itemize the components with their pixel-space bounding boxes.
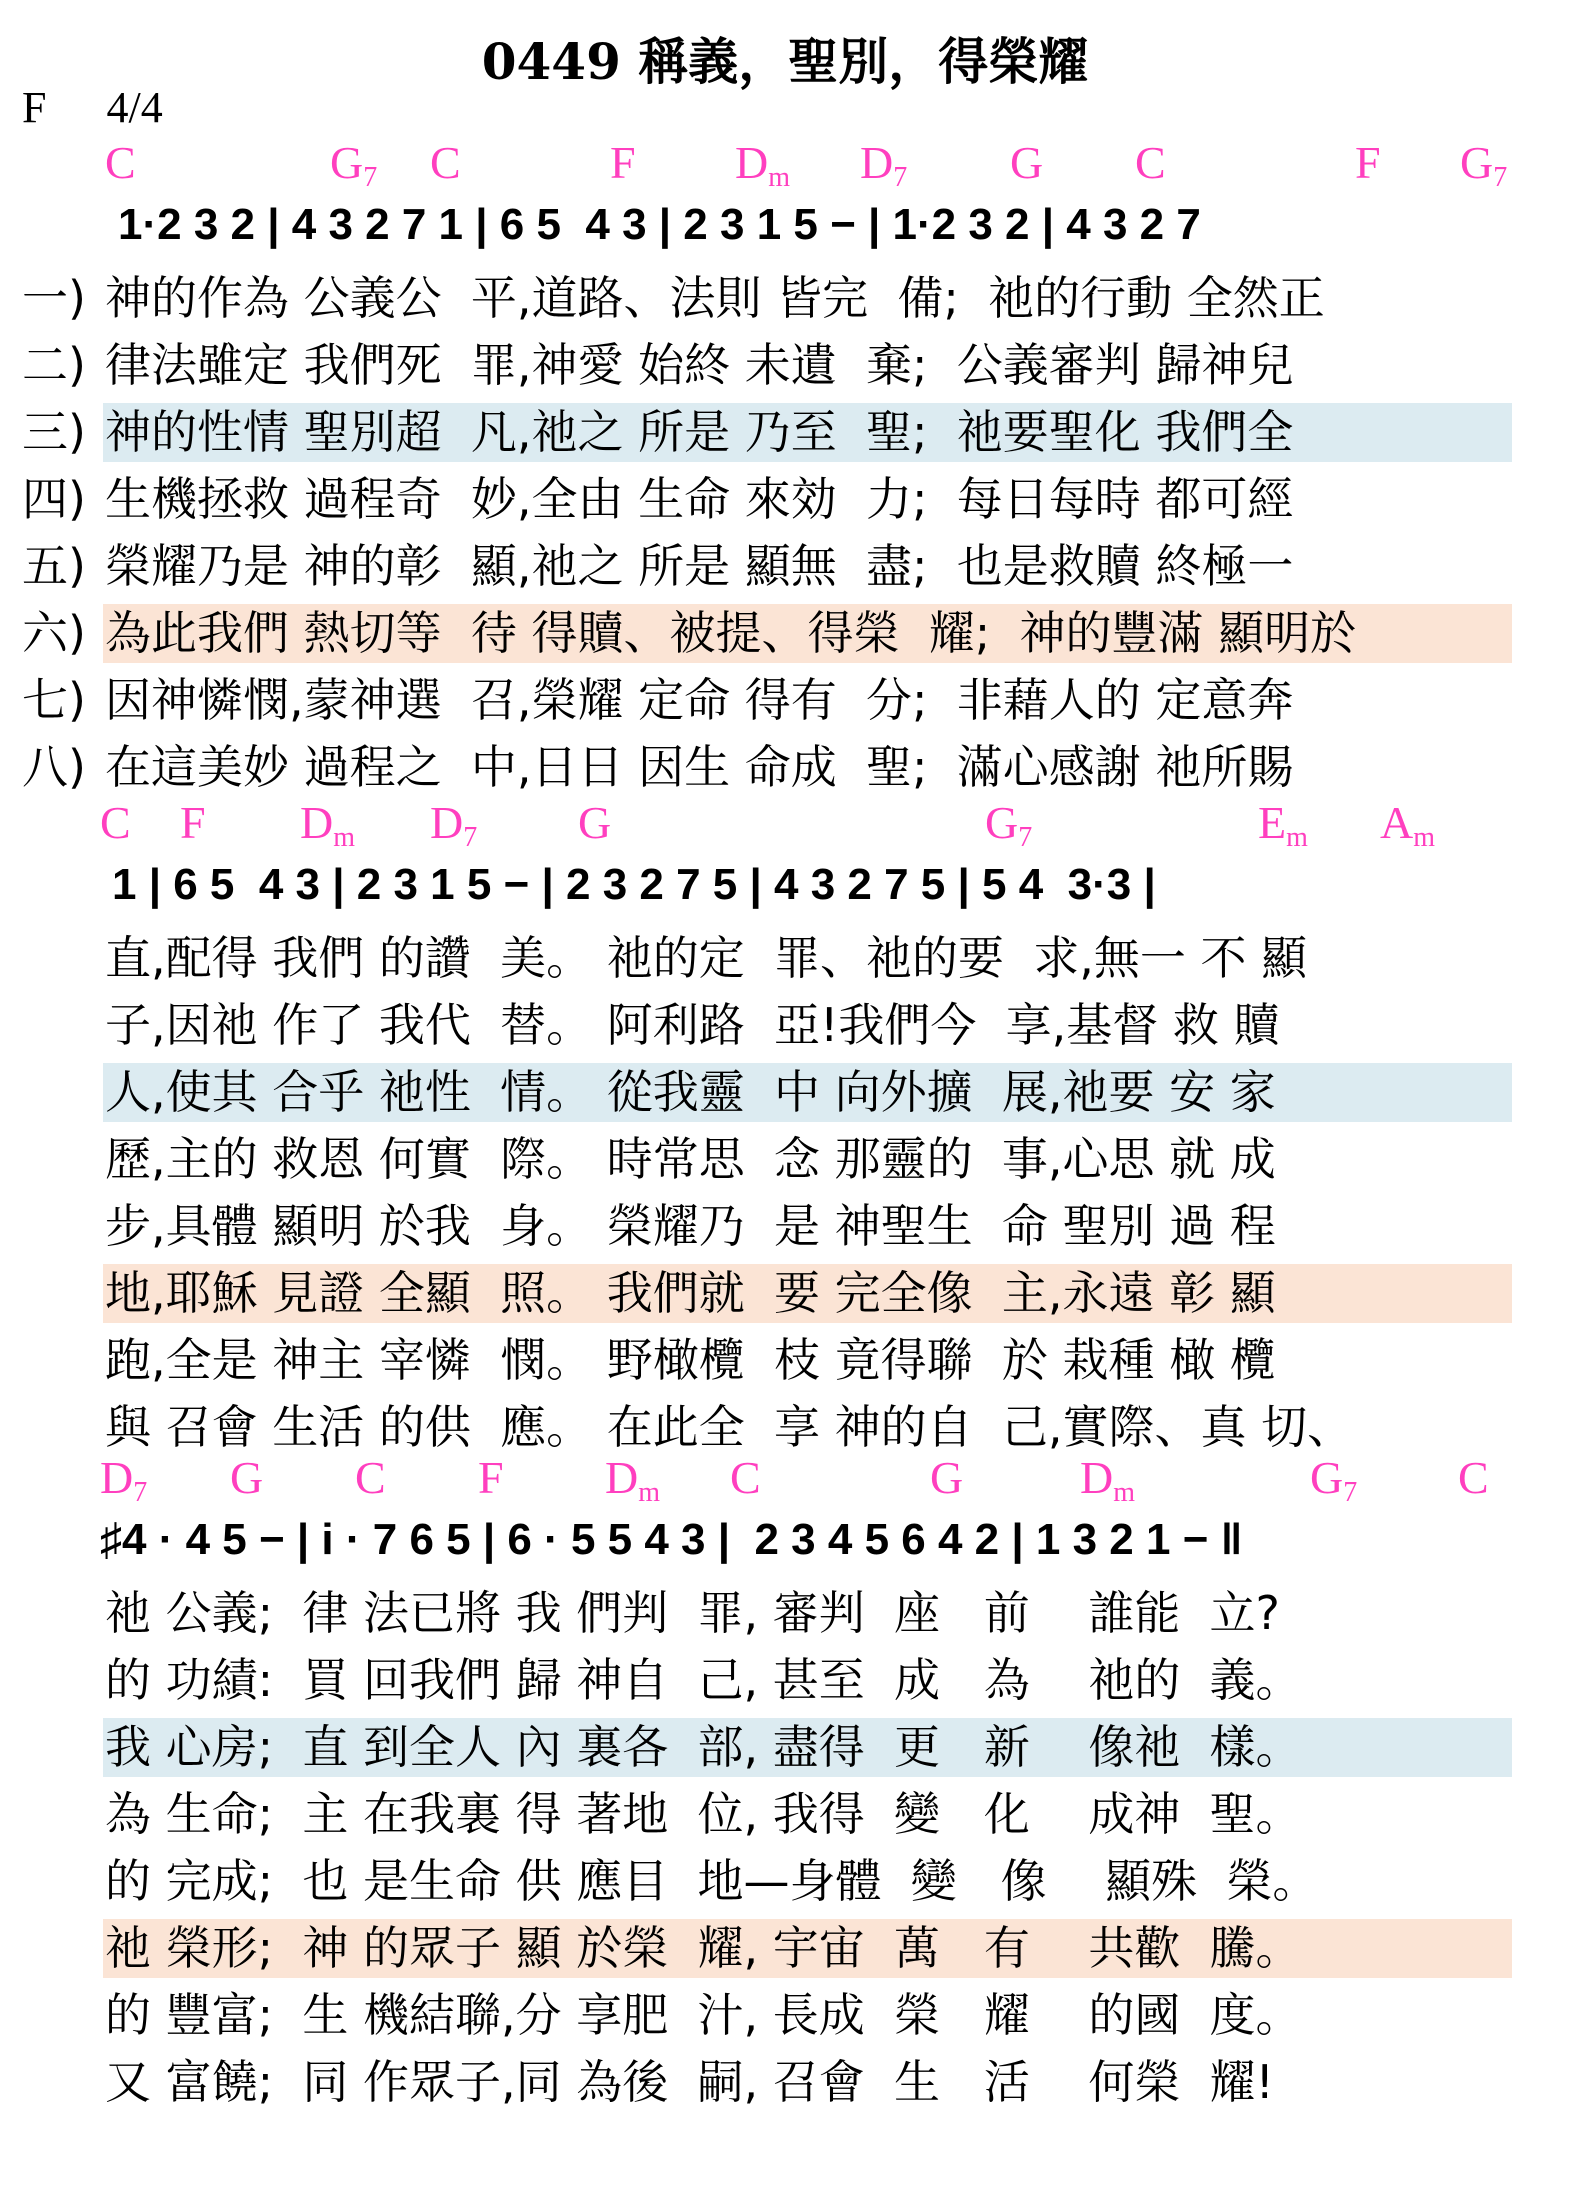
notes-row-2 xyxy=(0,850,1570,920)
verse-lyric: 跑,全是 神主 宰憐 憫。 野橄欖 枝 竟得聯 於 栽種 橄 欖 xyxy=(105,1333,1276,1387)
verse-line xyxy=(0,1327,1570,1394)
chord-symbol: F xyxy=(610,137,636,188)
verse-line xyxy=(0,332,1570,399)
verse-line xyxy=(0,265,1570,332)
verse-number: 二) xyxy=(22,338,86,392)
verse-number: 六) xyxy=(22,606,86,660)
verse-lyric: 又 富饒; 同 作眾子,同 為後 嗣, 召會 生 活 何榮 耀! xyxy=(105,2055,1275,2109)
chord-symbol: $D_7$ xyxy=(100,1452,148,1508)
chord-symbol: $G_7$ xyxy=(985,797,1033,853)
verse-line xyxy=(0,600,1570,667)
chord-quality: 7 xyxy=(893,162,908,193)
key-signature xyxy=(22,82,163,133)
chord-quality: m xyxy=(768,162,791,193)
verse-lyric: 的 豐富; 生 機結聯,分 享肥 汁, 長成 榮 耀 的國 度。 xyxy=(105,1988,1302,2042)
verse-lyric: 子,因祂 作了 我代 替。 阿利路 亞!我們今 享,基督 救 贖 xyxy=(105,998,1280,1052)
verse-lyric: 神的性情 聖別超 凡,祂之 所是 乃至 聖; 祂要聖化 我們全 xyxy=(105,405,1294,459)
verse-lyric: 祂 榮形; 神 的眾子 顯 於榮 耀, 宇宙 萬 有 共歡 騰。 xyxy=(105,1921,1302,1975)
verse-lyric: 步,具體 顯明 於我 身。 榮耀乃 是 神聖生 命 聖別 過 程 xyxy=(105,1199,1276,1253)
chord-symbol: $D_m$ xyxy=(300,797,356,853)
verse-line xyxy=(0,2049,1570,2116)
chord-quality: 7 xyxy=(1493,162,1508,193)
verse-line xyxy=(0,1580,1570,1647)
verse-lyric: 地,耶穌 見證 全顯 照。 我們就 要 完全像 主,永遠 彰 顯 xyxy=(105,1266,1276,1320)
verse-number: 四) xyxy=(22,472,86,526)
chord-symbol: C xyxy=(430,137,461,188)
chord-symbol: C xyxy=(730,1452,761,1503)
numbered-notes-2: 1 | 6 5 4 3 | 2 3 1 5 − | 2 3 2 7 5 | 4 3 2 7 5 | 5 4 3·3 | xyxy=(112,860,1156,909)
numbered-notes-3: ♯4 · 4 5 − | i · 7 6 5 | 6 · 5 5 4 3 | 2 3 4 5 6 4 2 | 1 3 2 1 − ‖ xyxy=(100,1515,1243,1564)
verse-number: 一) xyxy=(22,271,86,325)
chord-symbol: F xyxy=(1355,137,1381,188)
chord-symbol: $D_7$ xyxy=(430,797,478,853)
verse-line xyxy=(0,1982,1570,2049)
verse-lyric: 直,配得 我們 的讚 美。 祂的定 罪、祂的要 求,無一 不 顯 xyxy=(105,931,1308,985)
chord-symbol: $D_m$ xyxy=(605,1452,661,1508)
key: F xyxy=(22,83,47,132)
chord-symbol: $G_7$ xyxy=(1310,1452,1358,1508)
chord-symbol: C xyxy=(100,797,131,848)
verse-number: 八) xyxy=(22,740,86,794)
verse-line xyxy=(0,1126,1570,1193)
verse-line xyxy=(0,466,1570,533)
chord-quality: m xyxy=(638,1477,661,1508)
verse-rows-1 xyxy=(0,265,1570,801)
notes-row-1 xyxy=(0,190,1570,260)
verse-lyric: 律法雖定 我們死 罪,神愛 始終 未遺 棄; 公義審判 歸神兒 xyxy=(105,338,1294,392)
chord-symbol: G xyxy=(1010,137,1044,188)
verse-lyric: 的 完成; 也 是生命 供 應目 地—身體 變 像 顯殊 榮。 xyxy=(105,1854,1319,1908)
chord-quality: m xyxy=(1286,822,1308,853)
score-system-1 xyxy=(0,137,1570,794)
verse-lyric: 歷,主的 救恩 何實 際。 時常思 念 那靈的 事,心思 就 成 xyxy=(105,1132,1276,1186)
verse-lyric: 祂 公義; 律 法已將 我 們判 罪, 審判 座 前 誰能 立? xyxy=(105,1586,1280,1640)
chord-symbol: G xyxy=(930,1452,964,1503)
chord-symbol: C xyxy=(1458,1452,1489,1503)
chord-symbol: $G_7$ xyxy=(330,137,378,193)
verse-line xyxy=(0,1193,1570,1260)
verse-line xyxy=(0,1915,1570,1982)
verse-rows-3 xyxy=(0,1580,1570,2116)
verse-line xyxy=(0,1781,1570,1848)
verse-line xyxy=(0,1647,1570,1714)
verse-lyric: 的 功績: 買 回我們 歸 神自 己, 甚至 成 為 祂的 義。 xyxy=(105,1653,1302,1707)
verse-line xyxy=(0,533,1570,600)
verse-lyric: 榮耀乃是 神的彰 顯,祂之 所是 顯無 盡; 也是救贖 終極一 xyxy=(105,539,1294,593)
chord-symbol: G xyxy=(578,797,612,848)
score-system-3 xyxy=(0,1452,1570,2155)
verse-number: 七) xyxy=(22,673,86,727)
verse-line xyxy=(0,925,1570,992)
notes-row-3 xyxy=(0,1505,1570,1575)
chord-symbol: $E_m$ xyxy=(1258,797,1308,853)
chord-quality: m xyxy=(333,822,356,853)
chord-symbol: G xyxy=(230,1452,264,1503)
verse-line xyxy=(0,1848,1570,1915)
chord-quality: 7 xyxy=(363,162,378,193)
time-signature: 4/4 xyxy=(106,83,163,132)
chord-quality: m xyxy=(1413,822,1436,853)
chord-quality: 7 xyxy=(463,822,478,853)
chord-quality: 7 xyxy=(1343,1477,1358,1508)
verse-lyric: 因神憐憫,蒙神選 召,榮耀 定命 得有 分; 非藉人的 定意奔 xyxy=(105,673,1294,727)
verse-lyric: 為此我們 熱切等 待 得贖、被提、得榮 耀; 神的豐滿 顯明於 xyxy=(105,606,1357,660)
chord-quality: m xyxy=(1113,1477,1136,1508)
verse-rows-2 xyxy=(0,925,1570,1461)
verse-line xyxy=(0,1059,1570,1126)
verse-number: 三) xyxy=(22,405,86,459)
chord-symbol: C xyxy=(105,137,136,188)
verse-line xyxy=(0,1714,1570,1781)
chord-symbol: F xyxy=(478,1452,504,1503)
verse-line xyxy=(0,1394,1570,1461)
chord-symbol: F xyxy=(180,797,206,848)
chord-quality: 7 xyxy=(1018,822,1033,853)
verse-lyric: 與 召會 生活 的供 應。 在此全 享 神的自 己,實際、真 切、 xyxy=(105,1400,1354,1454)
hymn-title: 0449 稱義，聖別，得榮耀 xyxy=(481,32,1089,91)
verse-lyric: 神的作為 公義公 平,道路、法則 皆完 備; 祂的行動 全然正 xyxy=(105,271,1325,325)
verse-line xyxy=(0,734,1570,801)
verse-lyric: 生機拯救 過程奇 妙,全由 生命 來効 力; 每日每時 都可經 xyxy=(105,472,1294,526)
score-system-2 xyxy=(0,797,1570,1454)
verse-line xyxy=(0,667,1570,734)
chord-symbol: C xyxy=(1135,137,1166,188)
verse-lyric: 我 心房; 直 到全人 內 裏各 部, 盡得 更 新 像祂 樣。 xyxy=(105,1720,1302,1774)
chord-quality: 7 xyxy=(133,1477,148,1508)
verse-lyric: 為 生命; 主 在我裏 得 著地 位, 我得 變 化 成神 聖。 xyxy=(105,1787,1302,1841)
verse-number: 五) xyxy=(22,539,86,593)
verse-line xyxy=(0,1260,1570,1327)
verse-lyric: 在這美妙 過程之 中,日日 因生 命成 聖; 滿心感謝 祂所賜 xyxy=(105,740,1294,794)
chord-symbol: $A_m$ xyxy=(1380,797,1436,853)
verse-line xyxy=(0,992,1570,1059)
verse-lyric: 人,使其 合乎 祂性 情。 從我靈 中 向外擴 展,祂要 安 家 xyxy=(105,1065,1276,1119)
chord-symbol: $D_7$ xyxy=(860,137,908,193)
chord-symbol: C xyxy=(355,1452,386,1503)
chord-symbol: $G_7$ xyxy=(1460,137,1508,193)
chord-symbol: $D_m$ xyxy=(735,137,791,193)
numbered-notes-1: 1·2 3 2 | 4 3 2 7 1 | 6 5 4 3 | 2 3 1 5 − | 1·2 3 2 | 4 3 2 7 xyxy=(118,200,1201,249)
chord-symbol: $D_m$ xyxy=(1080,1452,1136,1508)
verse-line xyxy=(0,399,1570,466)
